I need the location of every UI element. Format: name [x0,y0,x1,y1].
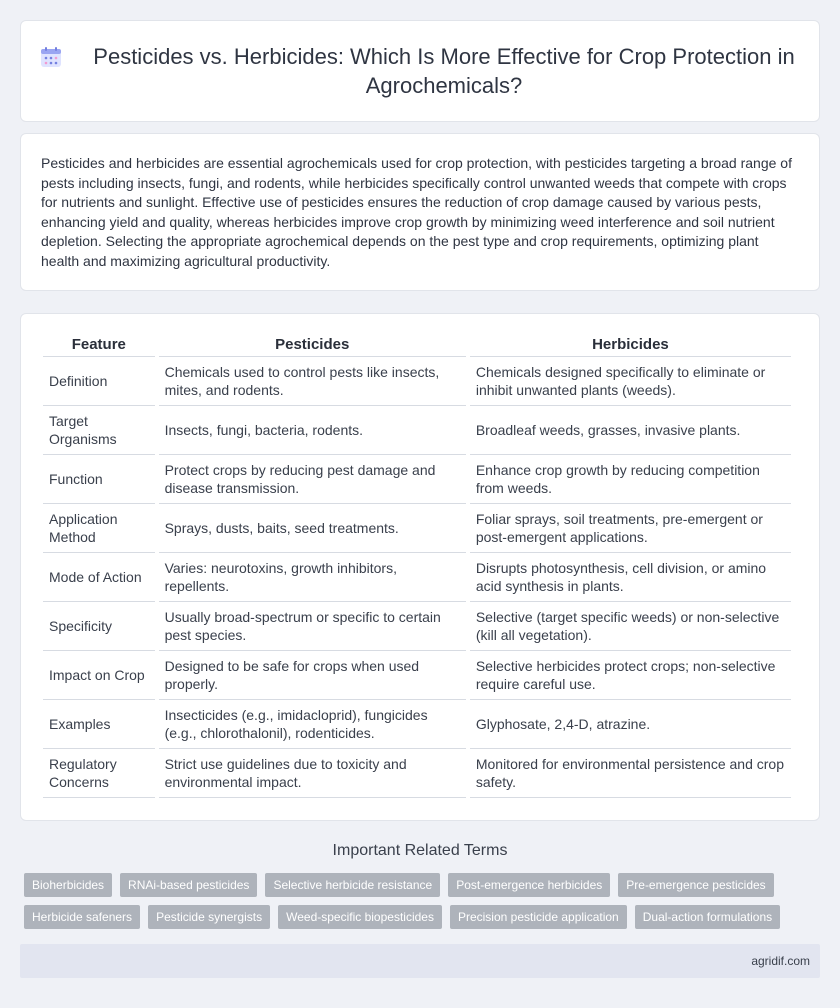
herbicides-cell: Foliar sprays, soil treatments, pre-emergent or post-emergent applications. [470,504,791,553]
footer-site-link[interactable]: agridif.com [751,954,810,968]
tag-selective-herbicide-resistance[interactable]: Selective herbicide resistance [265,873,440,897]
feature-cell: Mode of Action [43,553,155,602]
feature-cell: Impact on Crop [43,651,155,700]
feature-cell: Regulatory Concerns [43,749,155,798]
pesticides-cell: Designed to be safe for crops when used properly. [159,651,466,700]
feature-cell: Specificity [43,602,155,651]
comparison-table-card [20,313,820,821]
title-card [20,20,820,122]
page-title: Pesticides vs. Herbicides: Which Is More Effective for Crop Protection in Agrochemicals? [93,44,795,98]
pesticides-cell: Sprays, dusts, baits, seed treatments. [159,504,466,553]
tag-pesticide-synergists[interactable]: Pesticide synergists [148,905,270,929]
tag-bioherbicides[interactable]: Bioherbicides [24,873,112,897]
related-terms-tags [24,873,824,937]
pesticides-cell: Strict use guidelines due to toxicity and environmental impact. [159,749,466,798]
pesticides-cell: Insecticides (e.g., imidacloprid), fungicides (e.g., chlorothalonil), rodenticides. [159,700,466,749]
tag-pre-emergence-pesticides[interactable]: Pre-emergence pesticides [618,873,773,897]
tag-weed-specific-biopesticides[interactable]: Weed-specific biopesticides [278,905,442,929]
herbicides-cell: Selective herbicides protect crops; non-selective require careful use. [470,651,791,700]
pesticides-cell: Usually broad-spectrum or specific to certain pest species. [159,602,466,651]
table-row [43,553,791,602]
herbicides-cell: Chemicals designed specifically to eliminate or inhibit unwanted plants (weeds). [470,357,791,406]
table-row [43,504,791,553]
herbicides-cell: Broadleaf weeds, grasses, invasive plants. [470,406,791,455]
tag-dual-action-formulations[interactable]: Dual-action formulations [635,905,780,929]
herbicides-cell: Monitored for environmental persistence and crop safety. [470,749,791,798]
table-header-row [43,331,791,357]
pesticides-cell: Chemicals used to control pests like insects, mites, and rodents. [159,357,466,406]
header-pesticides: Pesticides [159,331,466,357]
feature-cell: Application Method [43,504,155,553]
feature-cell: Definition [43,357,155,406]
table-row [43,406,791,455]
feature-cell: Target Organisms [43,406,155,455]
header-feature: Feature [43,331,155,357]
footer [20,944,820,978]
table-row [43,357,791,406]
feature-cell: Function [43,455,155,504]
pesticides-cell: Protect crops by reducing pest damage and disease transmission. [159,455,466,504]
feature-cell: Examples [43,700,155,749]
herbicides-cell: Disrupts photosynthesis, cell division, or amino acid synthesis in plants. [470,553,791,602]
table-row [43,602,791,651]
calendar-icon [40,46,62,68]
intro-card [20,133,820,291]
table-row [43,651,791,700]
table-row [43,749,791,798]
table-row [43,455,791,504]
table-row [43,700,791,749]
herbicides-cell: Enhance crop growth by reducing competition from weeds. [470,455,791,504]
pesticides-cell: Varies: neurotoxins, growth inhibitors, repellents. [159,553,466,602]
tag-rnai-based-pesticides[interactable]: RNAi-based pesticides [120,873,257,897]
comparison-table [39,331,795,798]
herbicides-cell: Selective (target specific weeds) or non-selective (kill all vegetation). [470,602,791,651]
pesticides-cell: Insects, fungi, bacteria, rodents. [159,406,466,455]
tag-post-emergence-herbicides[interactable]: Post-emergence herbicides [448,873,610,897]
herbicides-cell: Glyphosate, 2,4-D, atrazine. [470,700,791,749]
related-terms-title: Important Related Terms [332,842,508,859]
header-herbicides: Herbicides [470,331,791,357]
tag-precision-pesticide-application[interactable]: Precision pesticide application [450,905,627,929]
intro-paragraph: Pesticides and herbicides are essential agrochemicals used for crop protection, with pesticides targeting a broad range of pests including insects, fungi, and rodents, while herbicides specifically control unwanted weeds that compete with crops for nutrients and sunlight. Effective use of pesticides ensures the reduction of crop damage caused by various pests, enhancing yield and quality, whereas herbicides improve crop growth by minimizing weed interference and soil nutrient depletion. Selecting the appropriate agrochemical depends on the pest type and crop requirements, optimizing plant health and maximizing agricultural productivity. [41,155,792,269]
tag-herbicide-safeners[interactable]: Herbicide safeners [24,905,140,929]
